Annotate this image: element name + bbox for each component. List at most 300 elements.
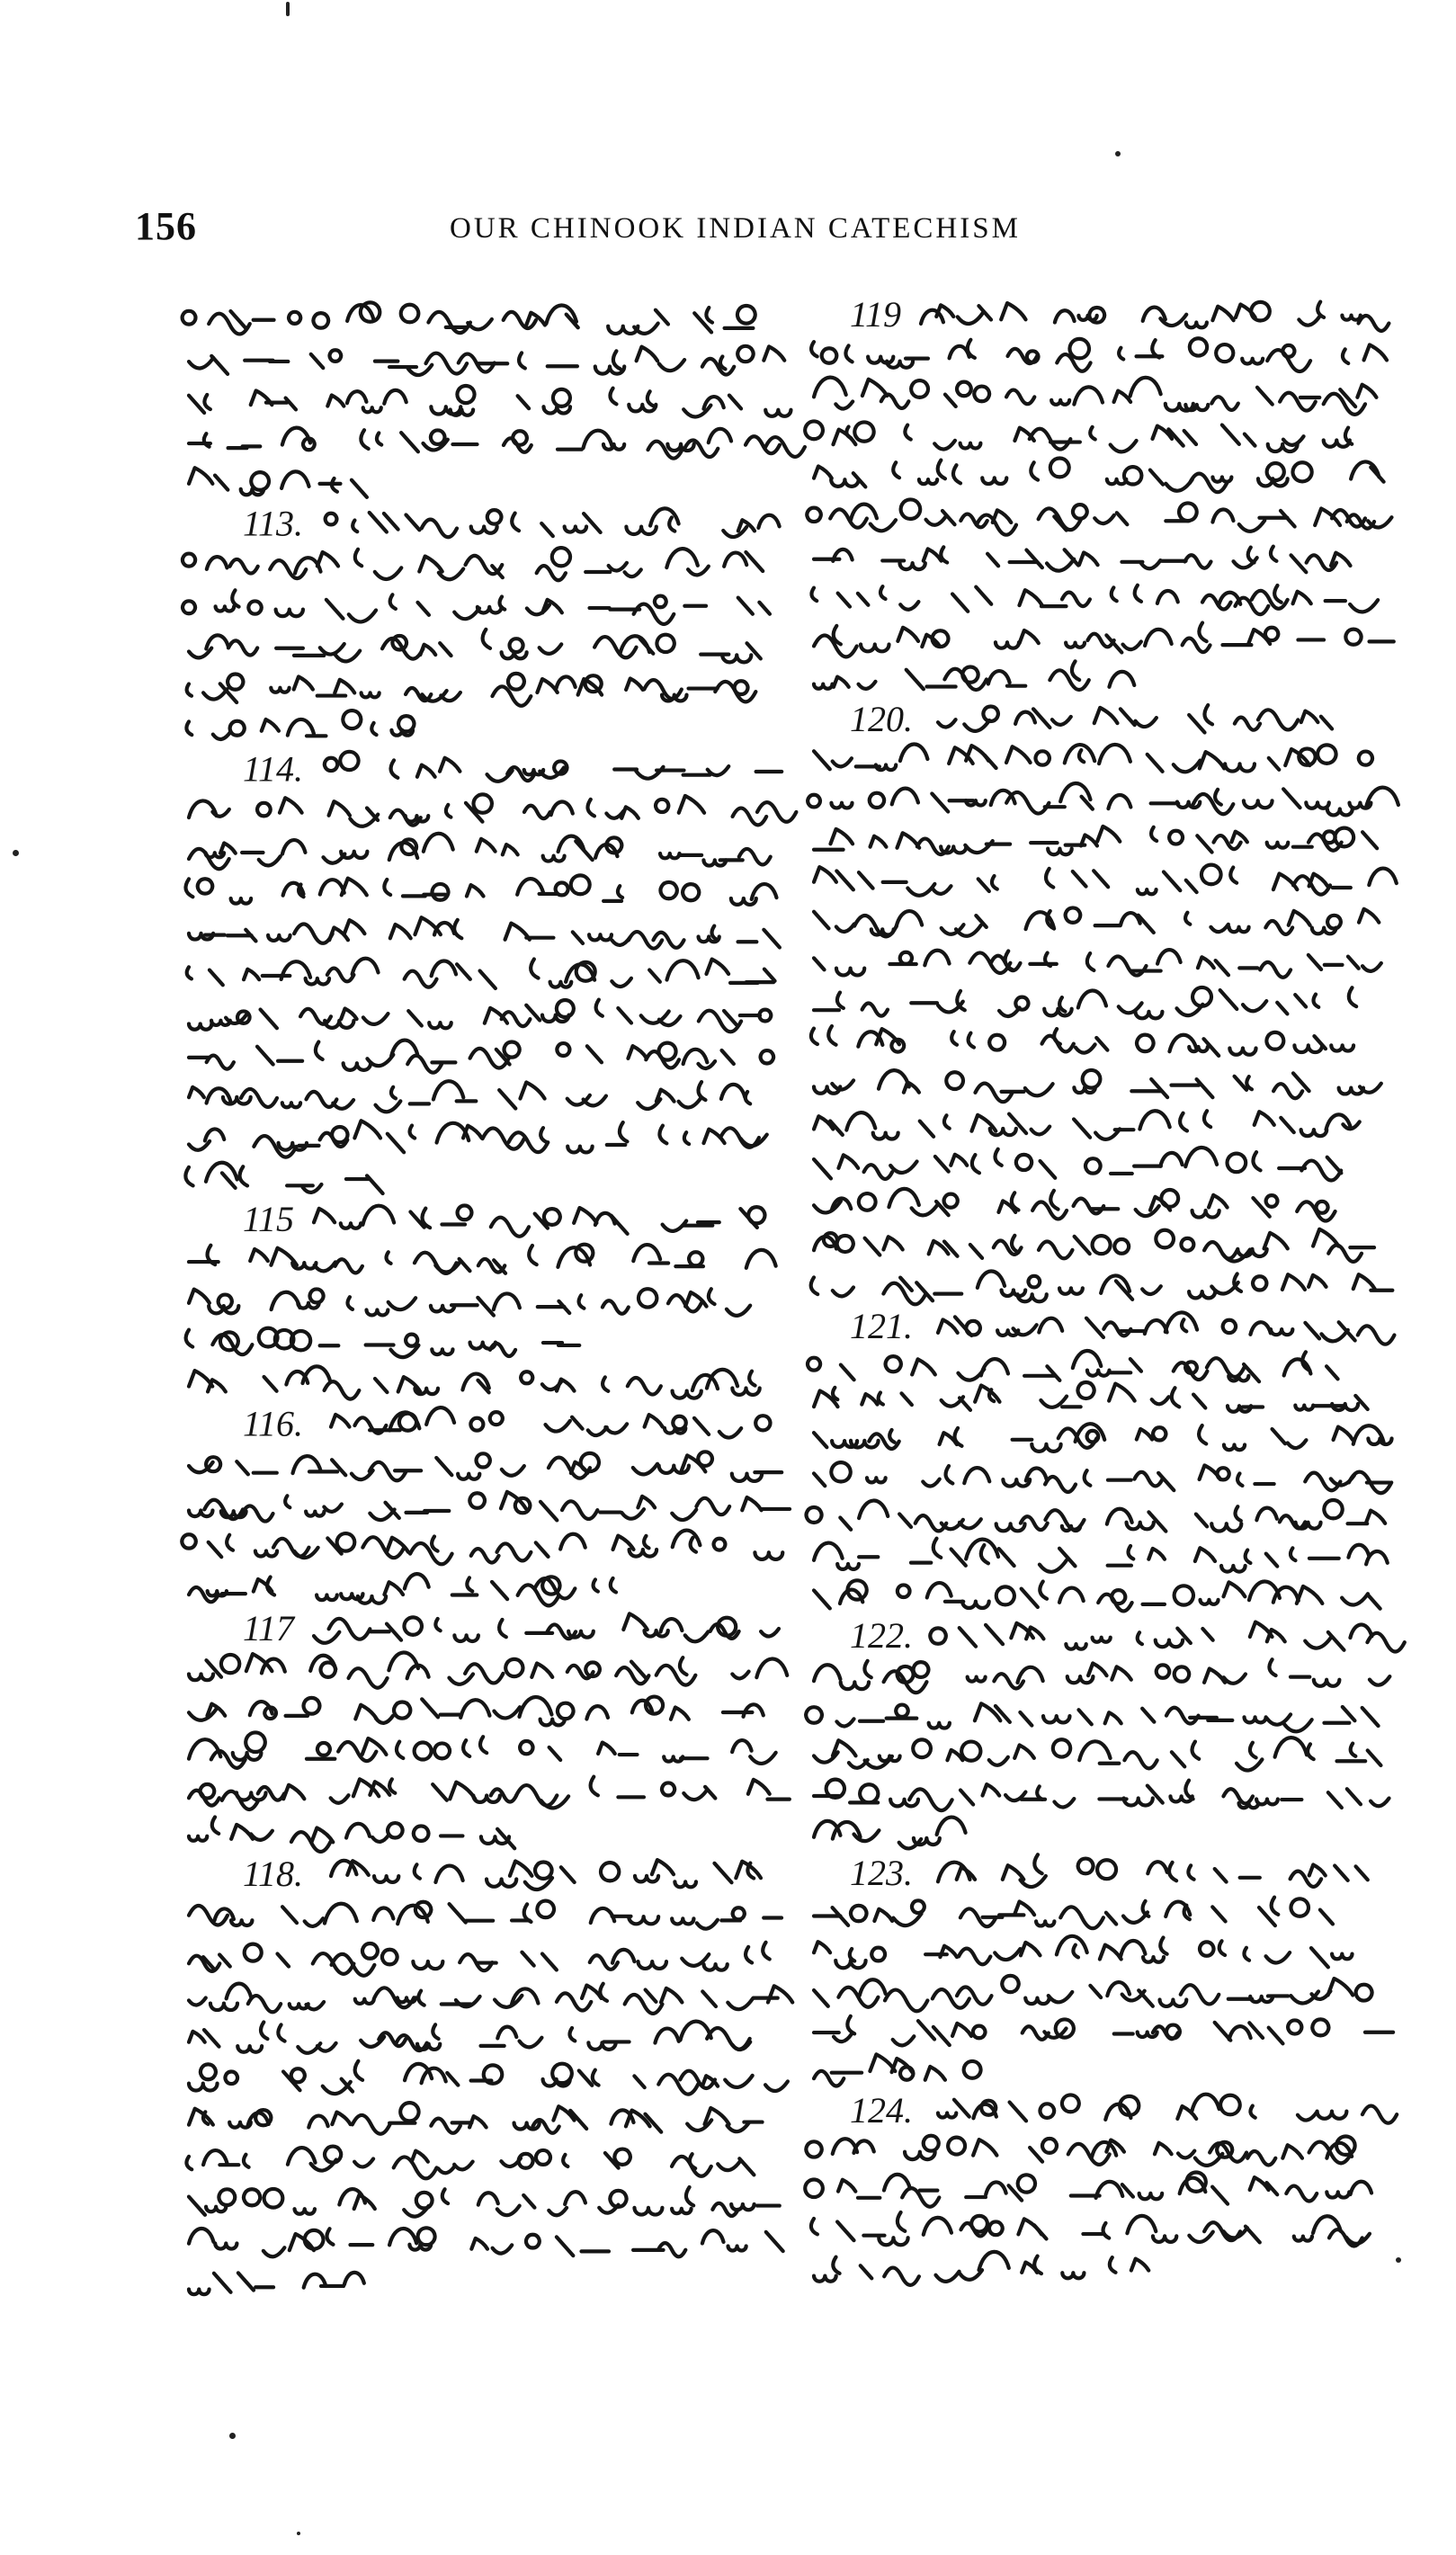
- script-glyph: [1169, 1035, 1196, 1051]
- margin-speck-left: [13, 850, 19, 856]
- script-glyph: [970, 1245, 982, 1258]
- script-glyph: [603, 444, 624, 450]
- script-glyph: [1114, 1239, 1129, 1254]
- script-glyph: [1143, 1901, 1149, 1916]
- script-glyph: [540, 1502, 557, 1521]
- script-glyph: [1156, 1640, 1183, 1648]
- script-glyph: [491, 1789, 516, 1801]
- script-glyph: [1136, 1206, 1159, 1216]
- script-glyph: [897, 911, 923, 926]
- script-glyph: [573, 932, 583, 943]
- script-glyph: [1295, 995, 1306, 1006]
- script-glyph: [471, 1549, 499, 1562]
- script-glyph: [228, 640, 257, 655]
- script-glyph: [1243, 1001, 1266, 1011]
- script-glyph: [204, 2030, 219, 2047]
- script-glyph: [1079, 552, 1098, 565]
- script-glyph: [1209, 1195, 1228, 1208]
- script-glyph: [1083, 1070, 1101, 1088]
- script-glyph: [1078, 1710, 1091, 1724]
- script-glyph: [588, 1427, 607, 1435]
- script-glyph: [325, 2147, 341, 2163]
- script-glyph: [814, 1159, 831, 1178]
- script-glyph: [450, 1782, 475, 1800]
- script-glyph: [1246, 2227, 1260, 2243]
- script-glyph: [593, 2070, 599, 2086]
- script-glyph: [971, 2216, 987, 2232]
- script-glyph: [925, 951, 949, 966]
- script-glyph: [246, 1732, 265, 1752]
- script-glyph: [1185, 1362, 1197, 1373]
- script-glyph: [876, 1029, 899, 1044]
- script-glyph: [1359, 909, 1379, 923]
- script-glyph: [884, 2175, 910, 2191]
- script-glyph: [495, 1996, 522, 2007]
- script-glyph: [759, 1010, 771, 1022]
- script-glyph: [1111, 441, 1137, 451]
- script-glyph: [401, 433, 418, 451]
- script-glyph: [979, 2252, 1009, 2270]
- script-glyph: [510, 1862, 531, 1876]
- script-glyph: [862, 1004, 888, 1016]
- script-glyph: [189, 1708, 217, 1720]
- script-glyph: [1239, 521, 1264, 532]
- script-glyph: [285, 1496, 290, 1507]
- script-glyph: [983, 706, 997, 720]
- script-glyph: [923, 1479, 939, 1487]
- script-glyph: [981, 1359, 1008, 1375]
- script-glyph: [1172, 1388, 1179, 1407]
- script-glyph: [966, 1321, 980, 1336]
- script-glyph: [1351, 1744, 1356, 1756]
- script-glyph: [1244, 800, 1273, 808]
- script-glyph: [1309, 1275, 1326, 1287]
- script-glyph: [686, 2187, 693, 2205]
- script-glyph: [244, 2155, 249, 2167]
- script-glyph: [1320, 1910, 1333, 1925]
- script-glyph: [1052, 717, 1071, 725]
- script-glyph: [1075, 1237, 1090, 1254]
- script-glyph: [361, 430, 368, 449]
- script-glyph: [1160, 1937, 1166, 1953]
- script-glyph: [1153, 2236, 1176, 2242]
- script-glyph: [320, 880, 344, 894]
- script-glyph: [1216, 344, 1233, 362]
- script-glyph: [958, 313, 983, 324]
- script-glyph: [314, 1209, 335, 1222]
- script-glyph: [1212, 510, 1233, 523]
- left-text-column: [189, 297, 805, 2410]
- script-glyph: [1204, 1242, 1237, 1258]
- script-glyph: [215, 476, 228, 490]
- script-glyph: [1181, 1238, 1193, 1251]
- script-glyph: [831, 479, 859, 487]
- script-glyph: [335, 680, 354, 693]
- script-glyph: [859, 872, 873, 889]
- script-glyph: [1043, 1716, 1069, 1722]
- paragraph-number: 116.: [243, 1403, 304, 1444]
- script-glyph: [945, 395, 956, 406]
- script-glyph: [1269, 758, 1280, 770]
- script-glyph: [537, 1901, 554, 1918]
- script-glyph: [1245, 1717, 1266, 1722]
- script-glyph: [862, 380, 887, 396]
- script-glyph: [237, 1792, 265, 1800]
- script-glyph: [561, 1867, 575, 1882]
- script-glyph: [1204, 705, 1212, 724]
- script-glyph: [900, 602, 918, 610]
- script-glyph: [344, 1063, 371, 1070]
- script-glyph: [321, 1662, 335, 1676]
- script-glyph: [1359, 316, 1389, 331]
- script-glyph: [1153, 1427, 1166, 1440]
- script-glyph: [755, 1552, 782, 1559]
- script-glyph: [1335, 828, 1353, 847]
- script-glyph: [183, 601, 195, 613]
- script-glyph: [426, 1407, 454, 1425]
- script-glyph: [666, 549, 698, 567]
- script-glyph: [1368, 1438, 1391, 1444]
- script-glyph: [1255, 1112, 1274, 1125]
- script-glyph: [344, 2273, 364, 2284]
- left-shorthand-text: [189, 297, 805, 2410]
- script-glyph: [1078, 1859, 1094, 1874]
- script-glyph: [1151, 1079, 1167, 1097]
- script-glyph: [900, 952, 912, 964]
- script-glyph: [503, 844, 518, 854]
- script-glyph: [480, 970, 496, 988]
- script-glyph: [1053, 1739, 1070, 1756]
- script-glyph: [1124, 467, 1141, 484]
- script-glyph: [1014, 1745, 1034, 1757]
- script-glyph: [388, 1823, 402, 1837]
- script-glyph: [639, 1289, 657, 1307]
- script-glyph: [1062, 2273, 1084, 2278]
- script-glyph: [282, 1103, 300, 1107]
- script-glyph: [840, 1517, 851, 1529]
- script-glyph: [335, 1259, 362, 1273]
- script-glyph: [1242, 359, 1263, 364]
- script-glyph: [1046, 869, 1053, 888]
- script-glyph: [586, 1706, 608, 1719]
- script-glyph: [727, 1306, 750, 1316]
- script-glyph: [1048, 849, 1072, 855]
- script-glyph: [1027, 351, 1039, 362]
- script-glyph: [415, 1743, 432, 1760]
- script-glyph: [203, 689, 227, 699]
- script-glyph: [1265, 628, 1278, 640]
- script-glyph: [1094, 708, 1118, 723]
- script-glyph: [344, 920, 365, 934]
- script-glyph: [317, 552, 338, 566]
- script-glyph: [1247, 2151, 1275, 2166]
- script-glyph: [1324, 1500, 1342, 1518]
- script-glyph: [920, 1121, 933, 1137]
- script-glyph: [598, 1743, 615, 1754]
- script-glyph: [416, 2193, 433, 2209]
- script-glyph: [941, 547, 947, 562]
- script-glyph: [907, 884, 934, 896]
- script-glyph: [925, 2067, 945, 2080]
- script-glyph: [1288, 2020, 1301, 2033]
- script-glyph: [229, 559, 257, 574]
- script-glyph: [558, 1247, 590, 1267]
- script-glyph: [600, 1984, 607, 2001]
- script-glyph: [930, 1628, 945, 1643]
- script-glyph: [835, 1961, 865, 1968]
- script-glyph: [1199, 623, 1206, 642]
- script-glyph: [992, 876, 997, 889]
- script-glyph: [1368, 1595, 1380, 1608]
- script-glyph: [291, 2068, 305, 2082]
- script-glyph: [1050, 458, 1069, 477]
- script-glyph: [313, 313, 328, 328]
- script-glyph: [893, 462, 899, 478]
- script-glyph: [1034, 2256, 1041, 2274]
- script-glyph: [520, 1741, 532, 1754]
- script-glyph: [1284, 1720, 1312, 1731]
- paragraph-number: 117: [243, 1608, 295, 1648]
- script-glyph: [628, 1378, 661, 1395]
- script-glyph: [216, 606, 235, 611]
- script-glyph: [189, 1836, 207, 1841]
- script-glyph: [207, 557, 228, 569]
- script-glyph: [951, 1550, 966, 1566]
- script-glyph: [565, 526, 586, 532]
- script-glyph: [355, 1705, 377, 1720]
- script-glyph: [746, 1947, 752, 1963]
- script-glyph: [384, 390, 406, 404]
- script-glyph: [814, 1543, 843, 1560]
- script-glyph: [873, 1133, 898, 1139]
- script-glyph: [898, 2212, 905, 2231]
- script-glyph: [954, 1428, 961, 1446]
- script-glyph: [1020, 630, 1039, 643]
- script-glyph: [1360, 1084, 1381, 1093]
- script-glyph: [1253, 1276, 1266, 1290]
- script-glyph: [1295, 1406, 1313, 1410]
- script-glyph: [673, 1531, 701, 1548]
- script-glyph: [431, 430, 445, 444]
- script-glyph: [880, 1755, 900, 1761]
- script-glyph: [1298, 2112, 1317, 2120]
- script-glyph: [1093, 1236, 1111, 1254]
- script-glyph: [996, 1586, 1014, 1604]
- script-glyph: [1266, 1195, 1278, 1207]
- script-glyph: [1033, 709, 1050, 728]
- script-glyph: [957, 382, 971, 397]
- script-glyph: [572, 1417, 583, 1429]
- script-glyph: [814, 1665, 840, 1681]
- script-glyph: [1097, 826, 1120, 842]
- script-glyph: [702, 1991, 716, 2006]
- script-glyph: [370, 1782, 389, 1795]
- script-glyph: [733, 1907, 745, 1919]
- script-glyph: [463, 1740, 469, 1756]
- script-glyph: [1220, 2095, 1240, 2115]
- script-glyph: [837, 993, 844, 1008]
- script-glyph: [394, 2157, 437, 2178]
- script-glyph: [940, 1946, 957, 1957]
- script-glyph: [456, 1997, 480, 2006]
- script-glyph: [207, 1088, 231, 1103]
- script-glyph: [353, 959, 379, 975]
- script-glyph: [502, 1466, 524, 1476]
- script-glyph: [1177, 802, 1200, 808]
- script-glyph: [1267, 1630, 1285, 1641]
- script-glyph: [924, 2218, 951, 2235]
- script-glyph: [189, 2109, 213, 2125]
- script-glyph: [1237, 1759, 1262, 1770]
- script-glyph: [833, 1388, 837, 1399]
- script-glyph: [975, 1386, 999, 1402]
- script-glyph: [546, 1421, 570, 1432]
- running-title: OUR CHINOOK INDIAN CATECHISM: [450, 212, 1021, 245]
- script-glyph: [938, 460, 945, 479]
- script-glyph: [733, 808, 767, 826]
- script-glyph: [1212, 2187, 1228, 2204]
- script-glyph: [207, 1056, 234, 1069]
- script-glyph: [661, 1988, 682, 2003]
- script-glyph: [480, 1737, 487, 1753]
- script-glyph: [410, 1126, 415, 1139]
- script-glyph: [1359, 752, 1372, 765]
- script-glyph: [390, 594, 396, 609]
- script-glyph: [673, 1391, 701, 1398]
- script-glyph: [519, 353, 525, 368]
- script-glyph: [948, 2138, 965, 2155]
- script-glyph: [1135, 585, 1141, 602]
- script-glyph: [806, 2141, 821, 2157]
- script-glyph: [544, 1209, 560, 1225]
- script-glyph: [868, 357, 893, 363]
- script-glyph: [372, 1835, 389, 1842]
- script-glyph: [603, 1300, 629, 1313]
- script-glyph: [1251, 302, 1270, 321]
- script-glyph: [499, 1090, 515, 1108]
- script-glyph: [454, 920, 461, 938]
- script-glyph: [764, 969, 775, 981]
- script-glyph: [1076, 1044, 1095, 1052]
- script-glyph: [1237, 1473, 1242, 1486]
- script-glyph: [946, 1072, 963, 1089]
- script-glyph: [469, 2116, 487, 2127]
- script-glyph: [968, 1677, 986, 1682]
- script-glyph: [1059, 997, 1065, 1012]
- script-glyph: [748, 1207, 764, 1223]
- script-glyph: [1271, 1329, 1292, 1335]
- script-glyph: [1185, 913, 1190, 925]
- script-glyph: [487, 1879, 516, 1886]
- script-glyph: [1135, 718, 1156, 727]
- script-glyph: [609, 563, 627, 571]
- script-glyph: [557, 1043, 569, 1056]
- script-glyph: [1059, 1288, 1083, 1293]
- script-glyph: [633, 1245, 660, 1261]
- script-glyph: [811, 1277, 818, 1294]
- script-glyph: [513, 431, 527, 445]
- script-glyph: [362, 692, 380, 697]
- script-glyph: [1188, 1865, 1193, 1880]
- script-glyph: [227, 1535, 233, 1550]
- script-glyph: [325, 758, 337, 771]
- script-glyph: [864, 1165, 893, 1179]
- script-glyph: [1200, 1942, 1213, 1955]
- script-glyph: [1138, 1632, 1142, 1644]
- script-glyph: [384, 514, 398, 530]
- script-glyph: [497, 2027, 516, 2039]
- script-glyph: [1314, 1680, 1339, 1686]
- script-glyph: [996, 642, 1019, 648]
- script-glyph: [189, 2290, 210, 2295]
- script-glyph: [1184, 431, 1196, 444]
- script-glyph: [1174, 1362, 1208, 1380]
- script-glyph: [989, 2221, 1003, 2235]
- script-glyph: [834, 626, 841, 644]
- script-glyph: [1002, 1290, 1026, 1296]
- script-glyph: [1022, 1589, 1038, 1607]
- script-glyph: [625, 569, 641, 576]
- script-glyph: [414, 1826, 429, 1841]
- script-glyph: [433, 884, 449, 900]
- script-glyph: [951, 1032, 957, 1045]
- script-glyph: [354, 1121, 380, 1138]
- script-glyph: [1294, 2237, 1312, 2241]
- script-glyph: [989, 1035, 1005, 1050]
- script-glyph: [669, 517, 674, 531]
- script-glyph: [348, 1297, 353, 1309]
- script-glyph: [880, 586, 886, 599]
- script-glyph: [755, 1416, 770, 1430]
- script-glyph: [325, 1904, 357, 1924]
- script-glyph: [231, 898, 251, 904]
- script-glyph: [974, 387, 989, 402]
- script-glyph: [558, 1703, 574, 1720]
- script-glyph: [326, 2229, 333, 2245]
- script-glyph: [729, 396, 741, 409]
- script-glyph: [1040, 1582, 1047, 1599]
- script-glyph: [1189, 2232, 1212, 2242]
- script-glyph: [689, 1252, 702, 1265]
- script-glyph: [680, 1657, 687, 1675]
- script-glyph: [1106, 1913, 1116, 1925]
- script-glyph: [1328, 1792, 1342, 1808]
- script-glyph: [1250, 1743, 1256, 1758]
- script-glyph: [418, 1991, 424, 2006]
- script-glyph: [1055, 310, 1075, 322]
- script-glyph: [187, 967, 192, 978]
- script-glyph: [1192, 2095, 1219, 2111]
- script-glyph: [520, 1082, 544, 1098]
- right-text-column: [814, 294, 1407, 1346]
- script-glyph: [382, 1950, 397, 1965]
- script-glyph: [708, 766, 729, 775]
- script-glyph: [768, 1986, 792, 2002]
- script-glyph: [1220, 990, 1237, 1009]
- script-glyph: [1196, 1514, 1207, 1527]
- script-glyph: [1054, 1799, 1074, 1807]
- script-glyph: [387, 1538, 408, 1552]
- script-glyph: [231, 1825, 253, 1839]
- script-glyph: [672, 2209, 691, 2213]
- script-glyph: [893, 1914, 921, 1925]
- script-glyph: [536, 2150, 550, 2165]
- script-glyph: [264, 2189, 283, 2208]
- script-glyph: [1197, 835, 1211, 852]
- script-glyph: [964, 720, 989, 731]
- script-glyph: [553, 389, 570, 406]
- script-glyph: [1164, 871, 1180, 890]
